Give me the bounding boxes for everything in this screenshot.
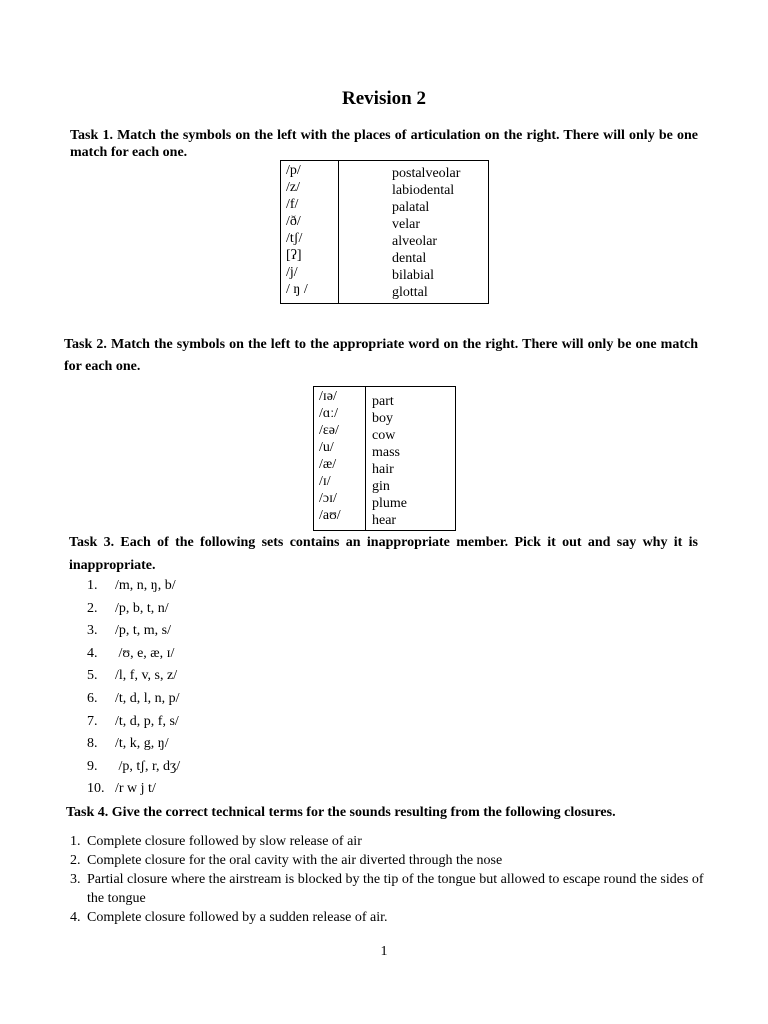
item-text: /t, k, g, ŋ/ — [115, 736, 169, 752]
item-number: 4. — [87, 645, 98, 661]
list-item — [70, 832, 706, 851]
list-item — [70, 870, 706, 908]
list-item — [87, 576, 180, 599]
list-item — [87, 644, 180, 667]
list-item — [87, 666, 180, 689]
task2-symbol: /u/ — [319, 440, 334, 455]
task2-symbol: /ɑː/ — [319, 406, 338, 421]
task1-instruction: Task 1. Match the symbols on the left with the places of articulation on the right. There will only be one match for each one. — [70, 128, 698, 160]
task2-word: mass — [372, 445, 400, 460]
list-item — [87, 712, 180, 735]
list-item — [87, 779, 180, 802]
task2-symbol: /ɛə/ — [319, 423, 339, 438]
item-number: 8. — [87, 736, 98, 752]
item-text: Complete closure followed by a sudden release of air. — [87, 910, 388, 925]
item-text: /p, tʃ, r, dʒ/ — [115, 758, 181, 774]
task2-symbols-column — [314, 387, 366, 531]
item-text: /m, n, ŋ, b/ — [115, 578, 176, 593]
list-item — [70, 908, 706, 927]
list-item — [70, 851, 706, 870]
page-number: 1 — [380, 944, 388, 959]
task2-word: cow — [372, 428, 396, 443]
task2-symbol: /ɪə/ — [319, 389, 337, 404]
task1-places-column — [339, 161, 489, 304]
item-text: /ʊ, e, æ, ɪ/ — [115, 645, 175, 661]
page-title: Revision 2 — [342, 88, 426, 109]
task2-word: hear — [372, 513, 397, 528]
task2-symbol: /aʊ/ — [319, 508, 341, 523]
task2-instruction: Task 2. Match the symbols on the left to the appropriate word on the right. There will only be one match for each one. — [64, 337, 698, 374]
item-text: Partial closure where the airstream is blocked by the tip of the tongue but allowed to escape round the sides of the tongue — [87, 872, 704, 906]
item-text: /p, b, t, n/ — [115, 600, 169, 616]
task1-symbol: /j/ — [286, 265, 298, 280]
list-item — [87, 734, 180, 757]
task2-word: boy — [372, 411, 393, 426]
item-text: Complete closure for the oral cavity with the air diverted through the nose — [87, 853, 503, 868]
task1-place: postalveolar — [392, 166, 461, 181]
item-number: 1. — [87, 578, 98, 593]
task2-match-table — [313, 386, 456, 531]
task2-words-column — [366, 387, 456, 531]
task1-symbol: [ʔ] — [286, 248, 302, 263]
task2-word: gin — [372, 479, 390, 494]
list-item — [87, 599, 180, 622]
task1-symbol: / ŋ / — [286, 282, 308, 297]
task2-symbol: /ɪ/ — [319, 474, 331, 489]
task1-symbol: /ð/ — [286, 214, 301, 229]
task1-place: labiodental — [392, 183, 455, 198]
task1-symbol: /f/ — [286, 197, 299, 212]
task2-word: plume — [372, 496, 407, 511]
task2-word: part — [372, 394, 394, 409]
list-item — [87, 757, 180, 780]
task3-instruction: Task 3. Each of the following sets contains an inappropriate member. Pick it out and say why it is inappropriate. — [69, 535, 698, 573]
task1-symbol: /z/ — [286, 180, 300, 195]
task3-sets-list — [87, 576, 180, 802]
item-text: Complete closure followed by slow release of air — [87, 834, 362, 849]
item-number: 6. — [87, 690, 98, 706]
item-number: 5. — [87, 668, 98, 684]
task2-word: hair — [372, 462, 394, 477]
task4-closures-list — [70, 832, 706, 927]
task2-symbol: /æ/ — [319, 457, 337, 472]
item-number: 3. — [70, 872, 81, 887]
task1-place: palatal — [392, 200, 430, 215]
task1-symbol: /tʃ/ — [286, 231, 303, 246]
item-number: 9. — [87, 758, 98, 774]
task2-symbol: /ɔɪ/ — [319, 491, 337, 506]
list-item — [87, 689, 180, 712]
item-text: /t, d, l, n, p/ — [115, 690, 180, 706]
task1-place: glottal — [392, 285, 428, 300]
task1-symbols-column — [281, 161, 339, 304]
task1-place: bilabial — [392, 268, 434, 283]
item-number: 7. — [87, 713, 98, 729]
task4-instruction: Task 4. Give the correct technical terms for the sounds resulting from the following closures. — [66, 805, 616, 820]
task1-symbol: /p/ — [286, 163, 301, 178]
item-number: 1. — [70, 834, 81, 849]
task1-match-table — [280, 160, 489, 304]
list-item — [87, 621, 180, 644]
item-text: /r w j t/ — [115, 781, 156, 797]
item-number: 10. — [87, 781, 105, 797]
item-text: /p, t, m, s/ — [115, 623, 172, 639]
task1-place: dental — [392, 251, 427, 266]
item-number: 4. — [70, 910, 81, 925]
item-text: /l, f, v, s, z/ — [115, 668, 178, 684]
task1-place: alveolar — [392, 234, 438, 249]
item-number: 2. — [70, 853, 81, 868]
task1-place: velar — [392, 217, 420, 232]
item-number: 3. — [87, 623, 98, 639]
item-text: /t, d, p, f, s/ — [115, 713, 179, 729]
item-number: 2. — [87, 600, 98, 616]
